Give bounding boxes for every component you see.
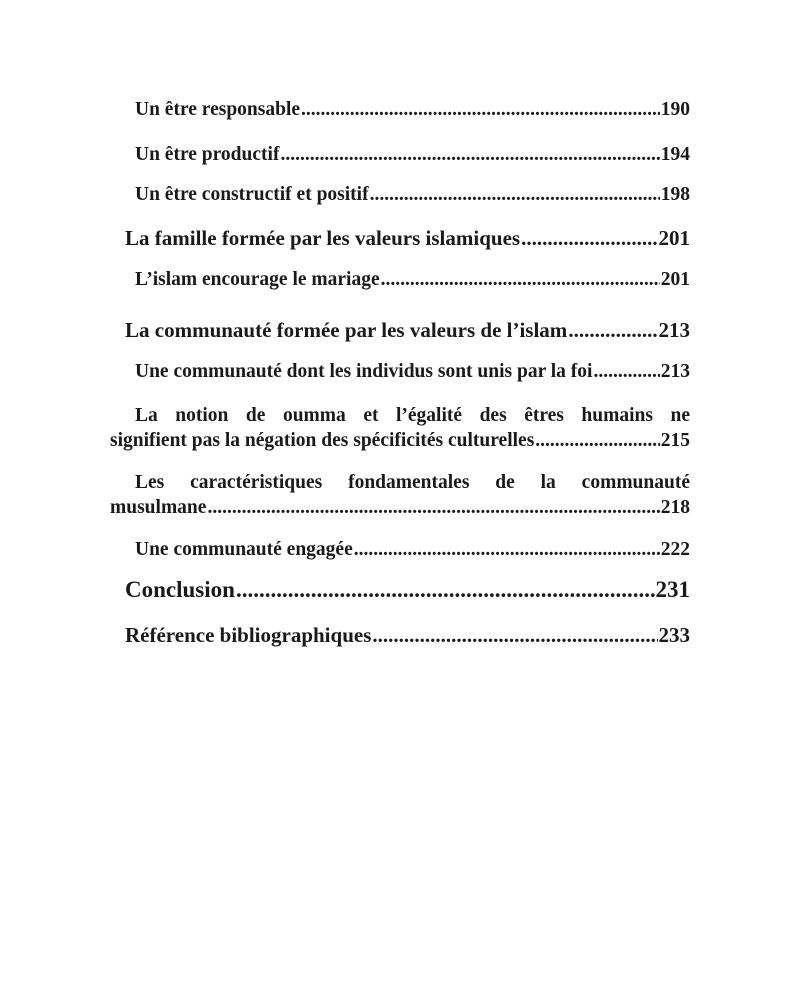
- toc-entry-title: Un être constructif et positif: [135, 184, 369, 205]
- toc-entry-title: Une communauté engagée: [135, 539, 353, 560]
- toc-chapter-entry: [125, 578, 690, 602]
- toc-entry-multiline: [110, 470, 690, 520]
- toc-entry-title-line1: Les caractéristiques fondamentales de la communauté: [135, 472, 690, 493]
- toc-entry-title: L’islam encourage le mariage: [135, 269, 380, 290]
- toc-entry-title: Un être productif: [135, 144, 280, 165]
- toc-leader-dots: [568, 318, 657, 342]
- toc-entry-title: La famille formée par les valeurs islamiques: [125, 226, 521, 250]
- toc-entry: [135, 268, 690, 292]
- toc-entry-title: Une communauté dont les individus sont unis par la foi: [135, 361, 593, 382]
- toc-leader-dots: [236, 578, 655, 602]
- toc-entry-page: 198: [660, 184, 690, 205]
- toc-entry-title: Référence bibliographiques: [125, 623, 372, 647]
- toc-entry-title-line2: signifient pas la négation des spécificités culturelles: [110, 430, 535, 451]
- toc-entry-page: 201: [658, 226, 690, 250]
- toc-entry: [135, 183, 690, 207]
- toc-leader-dots: [280, 143, 659, 167]
- toc-leader-dots: [381, 268, 660, 292]
- toc-entry: [135, 360, 690, 384]
- toc-section-entry: [125, 226, 690, 250]
- toc-leader-dots: [593, 360, 659, 384]
- toc-entry-title-line1: La notion de oumma et l’égalité des êtres humains ne: [135, 405, 690, 426]
- toc-entry-page: 218: [660, 497, 690, 518]
- toc-entry-title: Conclusion: [125, 577, 235, 602]
- toc-leader-dots: [301, 98, 660, 122]
- toc-entry-page: 222: [660, 539, 690, 560]
- toc-leader-dots: [370, 183, 660, 207]
- toc-entry-title: Un être responsable: [135, 99, 301, 120]
- toc-section-entry: [125, 318, 690, 342]
- toc-entry-page: 213: [658, 318, 690, 342]
- toc-entry: [135, 143, 690, 167]
- toc-leader-dots: [521, 226, 657, 250]
- toc-entry-page: 233: [658, 623, 690, 647]
- toc-entry-page: 201: [660, 269, 690, 290]
- toc-entry-page: 231: [655, 577, 690, 602]
- toc-entry-page: 190: [660, 99, 690, 120]
- toc-leader-dots: [207, 495, 659, 520]
- toc-entry-page: 194: [660, 144, 690, 165]
- toc-entry-multiline: [110, 403, 690, 453]
- toc-chapter-entry: [125, 623, 690, 647]
- toc-entry-title-line2: musulmane: [110, 497, 207, 518]
- toc-leader-dots: [372, 623, 657, 647]
- toc-entry-page: 215: [660, 430, 690, 451]
- toc-entry-title: La communauté formée par les valeurs de l’islam: [125, 318, 568, 342]
- toc-entry: [135, 98, 690, 122]
- toc-leader-dots: [354, 538, 660, 562]
- toc-entry-page: 213: [660, 361, 690, 382]
- toc-leader-dots: [535, 428, 659, 453]
- toc-entry: [135, 538, 690, 562]
